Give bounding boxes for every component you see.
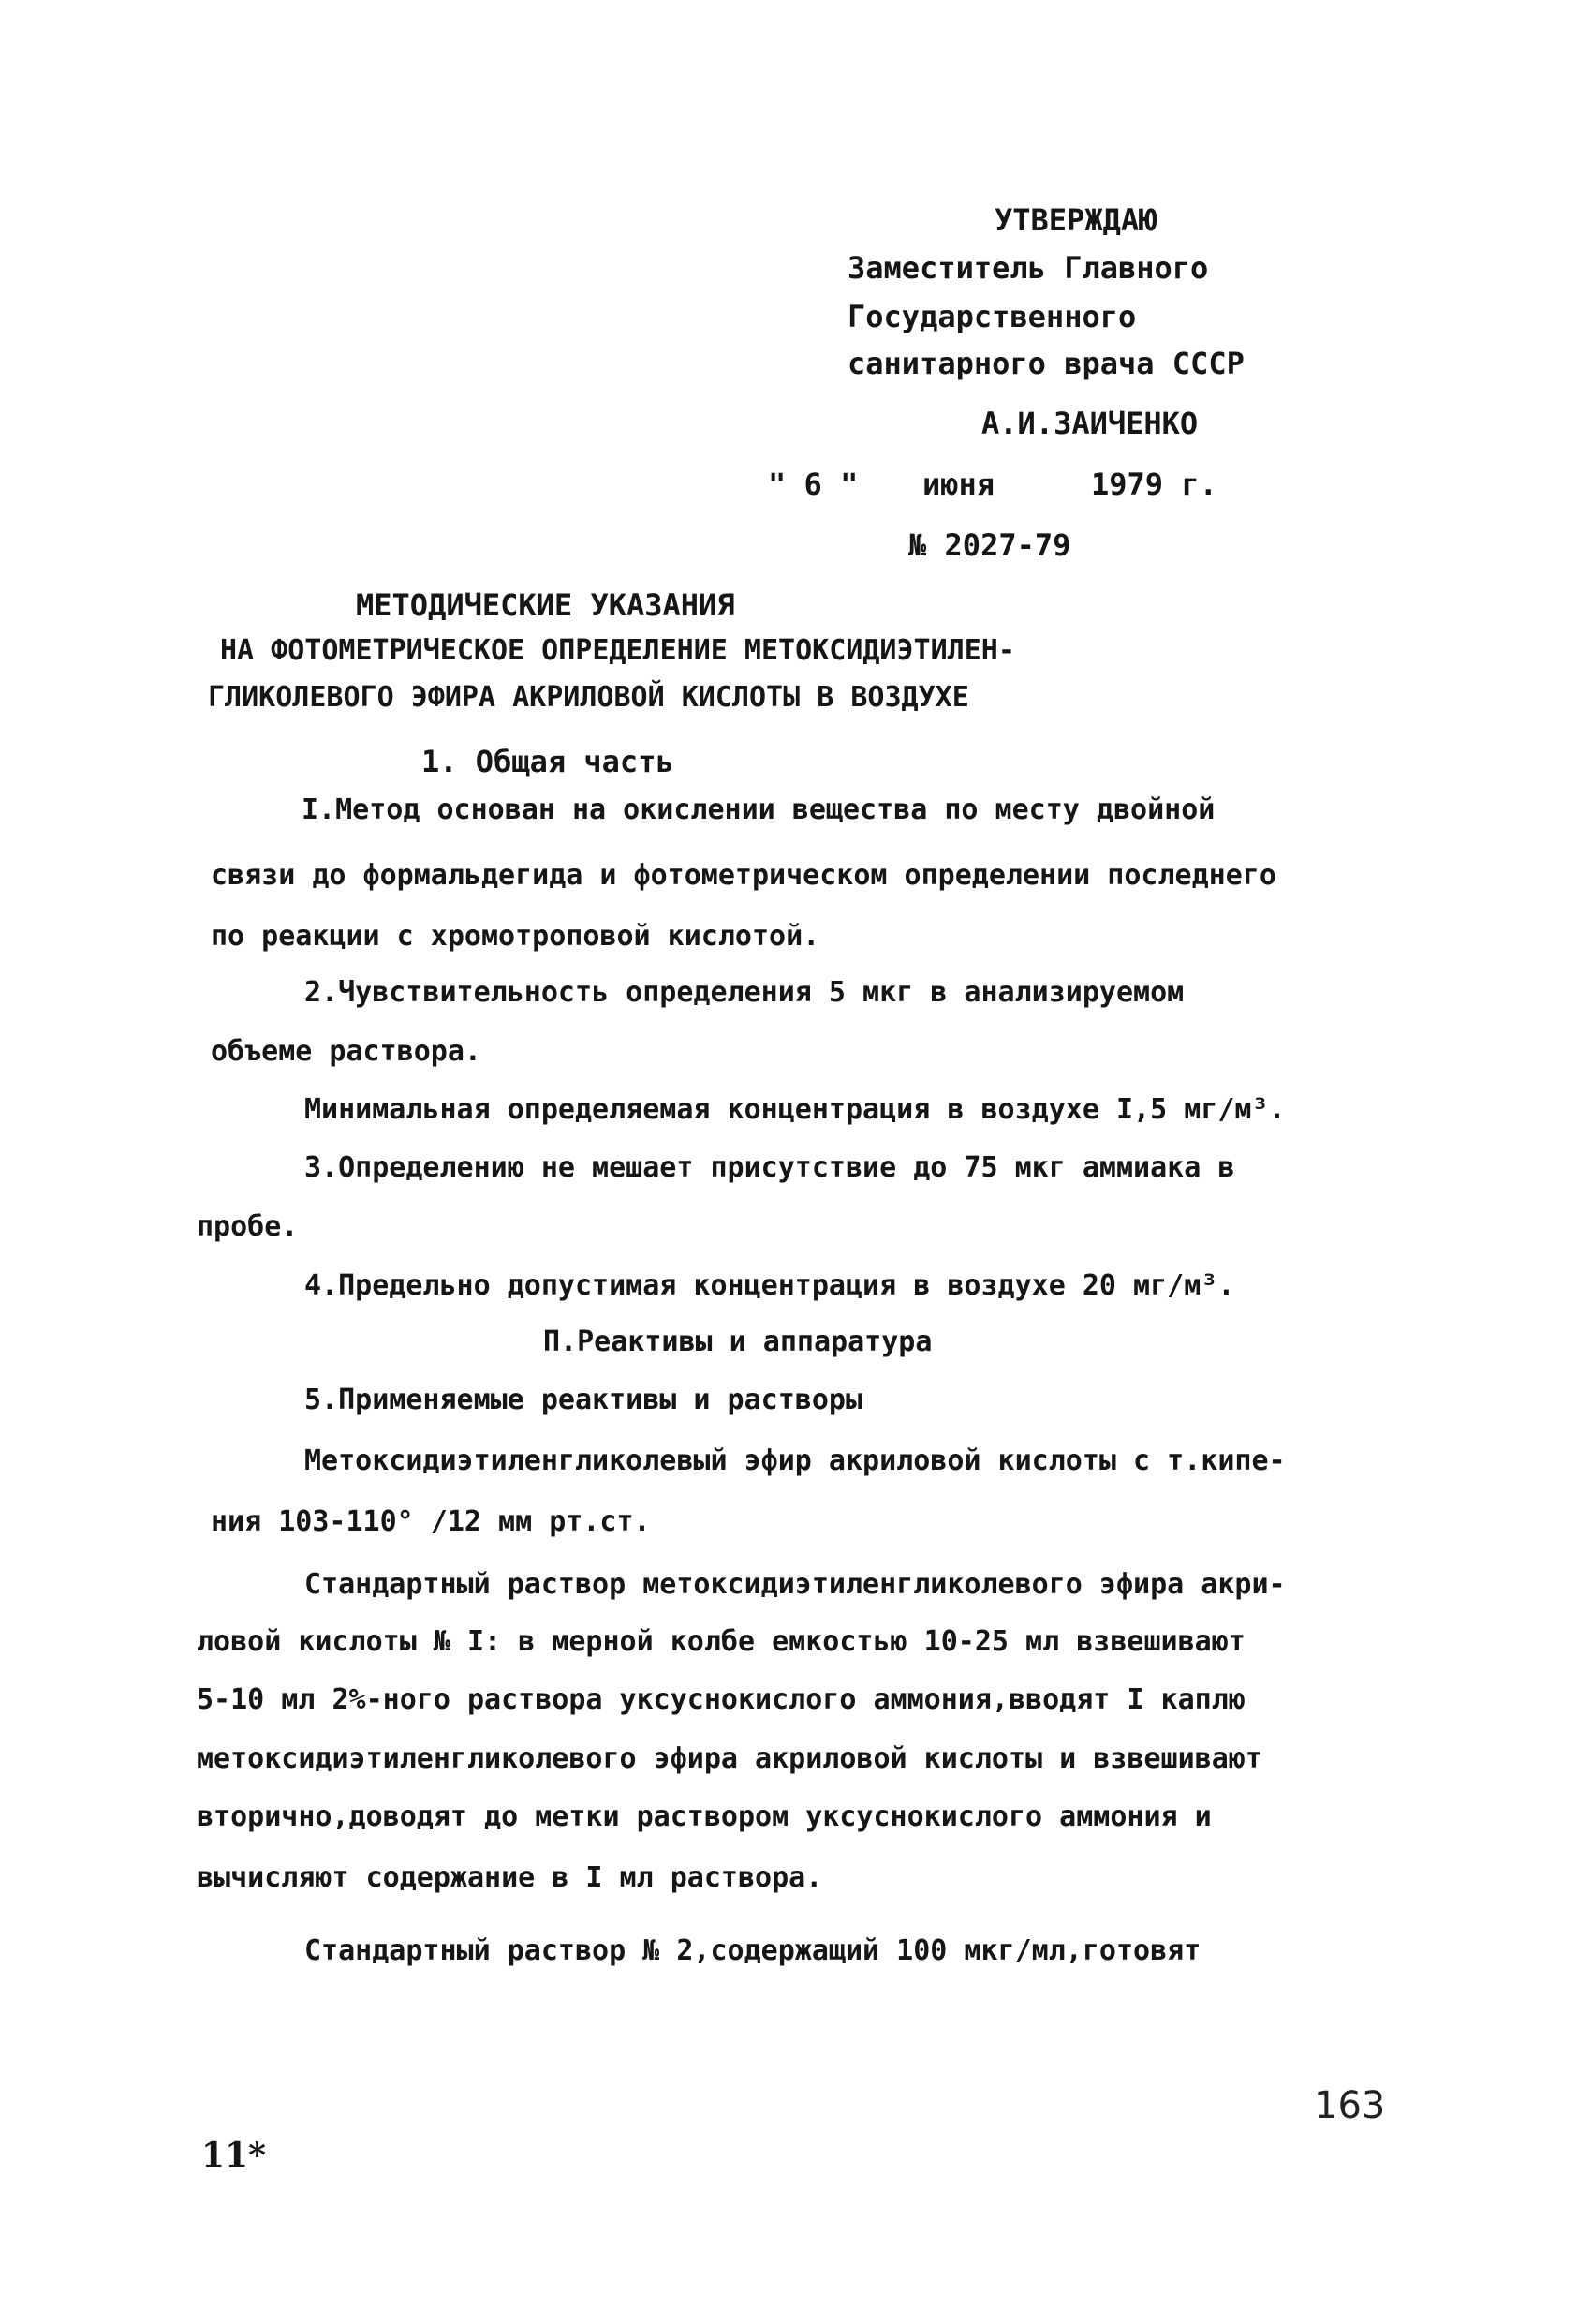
p5-line-1: 5.Применяемые реактивы и растворы xyxy=(304,1384,863,1416)
p2-line-3: Минимальная определяемая концентрация в воздухе I,5 мг/м³. xyxy=(304,1093,1286,1126)
doc-title-line-3: ГЛИКОЛЕВОГО ЭФИРА АКРИЛОВОЙ КИСЛОТЫ В ВОЗДУХЕ xyxy=(208,681,969,714)
p1-line-1: I.Метод основан на окислении вещества по месту двойной xyxy=(302,793,1216,826)
section-2-heading: П.Реактивы и аппаратура xyxy=(543,1325,933,1358)
approval-line-3: санитарного врача СССР xyxy=(848,346,1245,381)
p6-line-5: вторично,доводят до метки раствором уксуснокислого аммония и xyxy=(197,1800,1212,1833)
p5-line-2: Метоксидиэтиленгликолевый эфир акриловой кислоты с т.кипе- xyxy=(304,1444,1286,1477)
p5-line-3: ния 103-110° /12 мм рт.ст. xyxy=(211,1505,651,1538)
approval-heading: УТВЕРЖДАЮ xyxy=(995,202,1157,238)
approver-name: А.И.ЗАИЧЕНКО xyxy=(981,406,1199,441)
p1-line-3: по реакции с хромотроповой кислотой. xyxy=(211,920,820,953)
p7-line-1: Стандартный раствор № 2,содержащий 100 мкг/мл,готовят xyxy=(304,1934,1201,1967)
section-1-heading: 1. Общая часть xyxy=(421,744,674,779)
doc-title-line-2: НА ФОТОМЕТРИЧЕСКОЕ ОПРЕДЕЛЕНИЕ МЕТОКСИДИЭТИЛЕН- xyxy=(220,634,1015,667)
doc-title-line-1: МЕТОДИЧЕСКИЕ УКАЗАНИЯ xyxy=(356,587,735,623)
p6-line-4: метоксидиэтиленгликолевого эфира акриловой кислоты и взвешивают xyxy=(197,1742,1262,1775)
p6-line-6: вычисляют содержание в I мл раствора. xyxy=(197,1861,823,1894)
p3-line-2: пробе. xyxy=(197,1210,299,1243)
p6-line-3: 5-10 мл 2%-ного раствора уксуснокислого аммония,вводят I каплю xyxy=(197,1683,1246,1716)
approval-line-2: Государственного xyxy=(848,299,1137,334)
approval-line-1: Заместитель Главного xyxy=(848,250,1209,286)
page-number: 163 xyxy=(1314,2084,1386,2127)
signature-mark: 11* xyxy=(201,2136,266,2175)
approval-date-day: " 6 " xyxy=(768,466,859,502)
p6-line-2: ловой кислоты № I: в мерной колбе емкостью 10-25 мл взвешивают xyxy=(197,1625,1246,1658)
approval-number: № 2027-79 xyxy=(908,527,1071,563)
p1-line-2: связи до формальдегида и фотометрическом определении последнего xyxy=(211,859,1276,892)
p6-line-1: Стандартный раствор метоксидиэтиленгликолевого эфира акри- xyxy=(304,1568,1286,1601)
approval-date-month: июня xyxy=(922,466,995,502)
p3-line-1: 3.Определению не мешает присутствие до 75 мкг аммиака в xyxy=(304,1151,1235,1184)
p2-line-2: объеме раствора. xyxy=(211,1035,481,1068)
p2-line-1: 2.Чувствительность определения 5 мкг в анализируемом xyxy=(304,976,1185,1009)
approval-date-year: 1979 г. xyxy=(1091,466,1217,502)
p4-line-1: 4.Предельно допустимая концентрация в воздухе 20 мг/м³. xyxy=(304,1269,1235,1302)
